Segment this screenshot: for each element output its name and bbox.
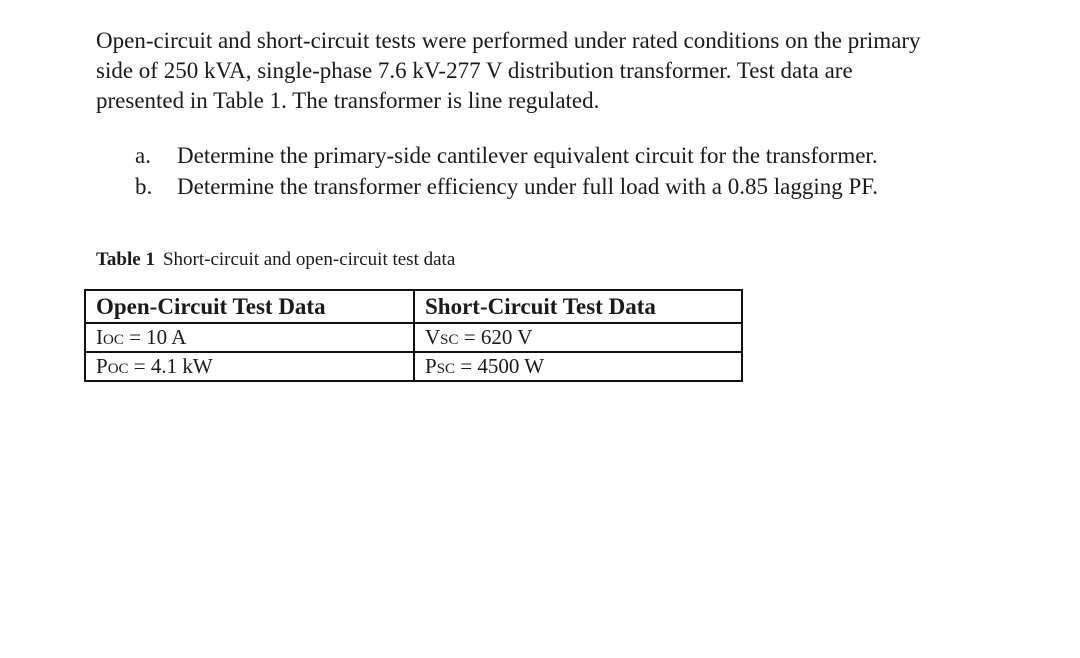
table-cell-psc [414,352,742,381]
cell-symbol: P [96,354,108,378]
question-list [96,140,1056,202]
cell-symbol: I [96,325,103,349]
table-cell-vsc [414,323,742,352]
test-data-table [84,289,743,382]
table-caption-text: Short-circuit and open-circuit test data [162,249,456,270]
cell-value: = 4500 W [455,354,545,378]
statement-line: side of 250 kVA, single-phase 7.6 kV-277 V distribution transformer. Test data are [96,58,853,83]
table-caption [96,248,1056,272]
short-circuit-header: Short-Circuit Test Data [414,290,742,323]
cell-value: = 4.1 kW [128,354,213,378]
table-row [85,323,742,352]
cell-subscript: OC [107,361,129,377]
question-marker: a. [135,143,151,168]
cell-symbol: P [425,354,437,378]
statement-line: presented in Table 1. The transformer is line regulated. [96,88,600,113]
table-cell-ioc [85,323,414,352]
cell-value: = 10 A [123,325,187,349]
cell-subscript: SC [440,332,459,348]
statement-line: Open-circuit and short-circuit tests were performed under rated conditions on the primary [96,28,921,53]
table-row [85,352,742,381]
table-header-row [85,290,742,323]
question-marker: b. [135,174,153,199]
problem-statement [96,26,1056,116]
cell-symbol: V [425,325,441,349]
cell-subscript: OC [103,332,124,348]
question-item [135,140,1056,171]
table-caption-label: Table 1 [96,249,155,270]
question-item [135,171,1056,202]
table-cell-poc [85,352,414,381]
question-text: Determine the transformer efficiency under full load with a 0.85 lagging PF. [177,174,878,199]
cell-subscript: SC [436,361,456,377]
question-text: Determine the primary-side cantilever equivalent circuit for the transformer. [177,143,878,168]
cell-value: = 620 V [458,325,533,349]
problem-document [96,26,1056,272]
open-circuit-header: Open-Circuit Test Data [85,290,414,323]
